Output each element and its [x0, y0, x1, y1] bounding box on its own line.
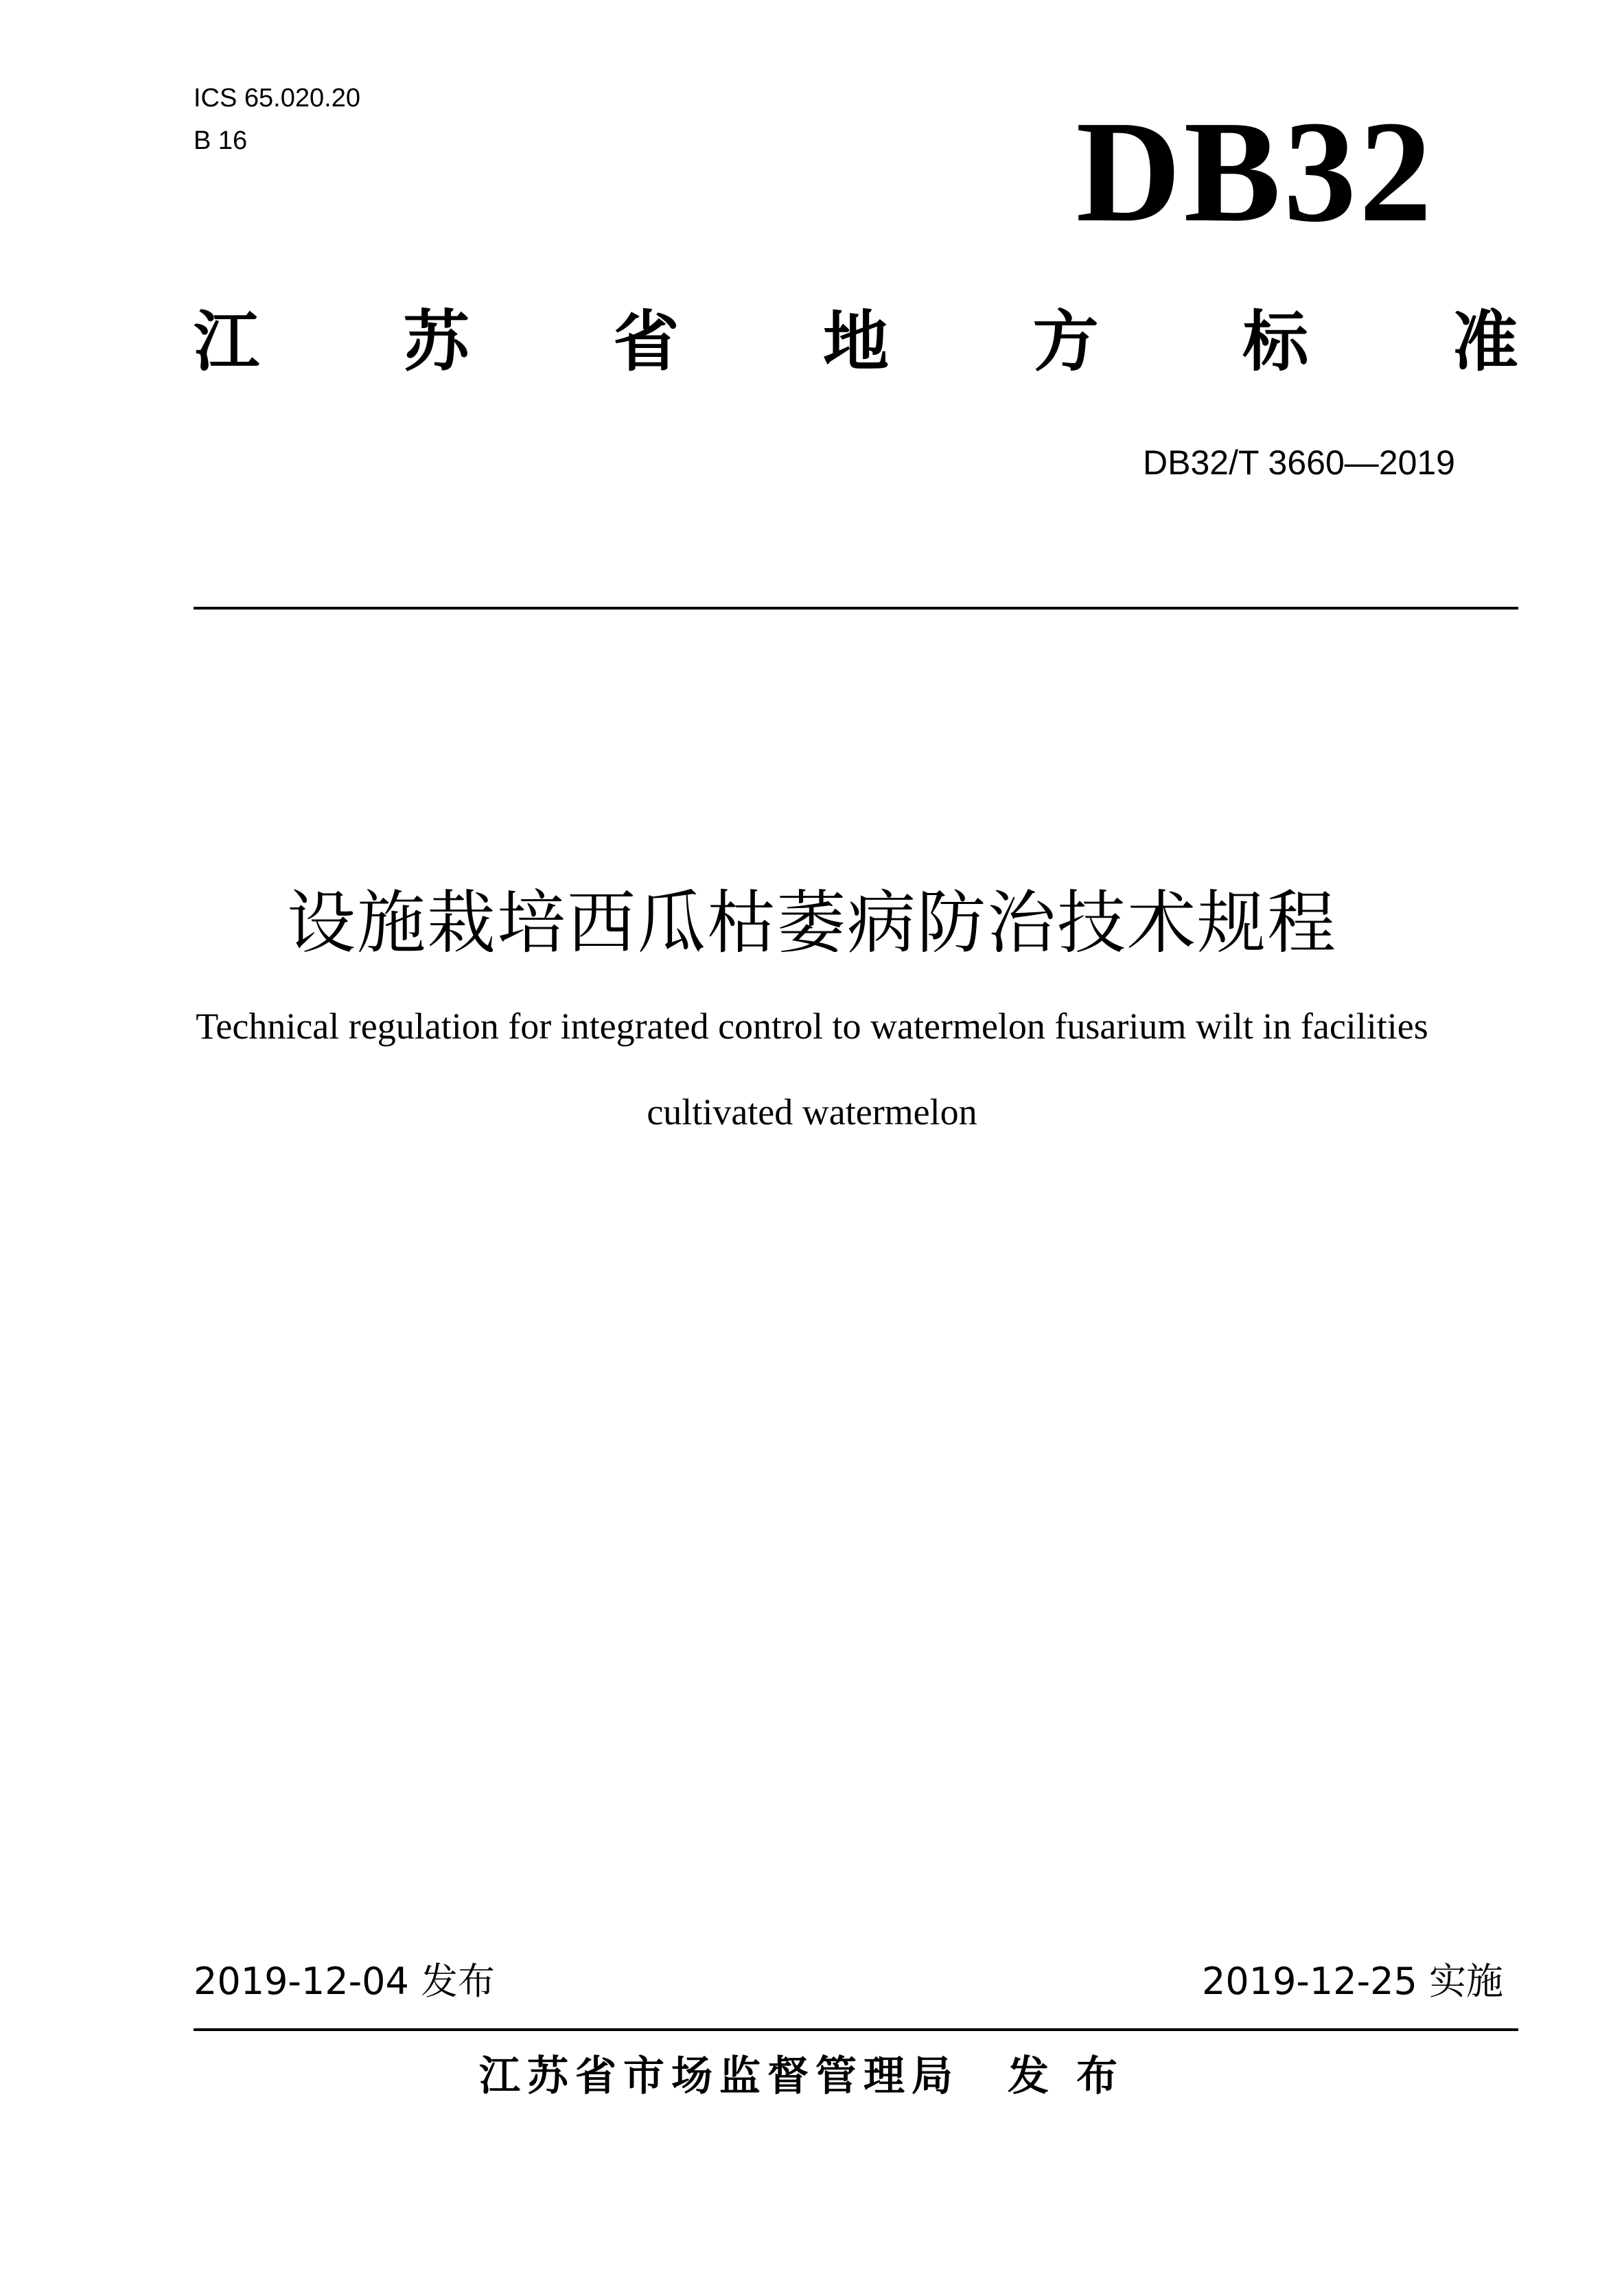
standard-type-char: 省 [613, 303, 680, 380]
implementation-date: 2019-12-25 实施 [1202, 1960, 1503, 2003]
standard-logo: DB32 [1076, 91, 1435, 252]
document-title-cn: 设施栽培西瓜枯萎病防治技术规程 [287, 883, 1337, 963]
top-divider [194, 607, 1518, 610]
standard-type-char: 准 [1452, 303, 1518, 380]
issue-date: 2019-12-04 发布 [194, 1960, 495, 2003]
standard-type-char: 江 [194, 303, 259, 380]
publisher-name: 江苏省市场监督管理局 [479, 2052, 960, 2100]
standard-type-title [194, 295, 1518, 378]
document-title-en-line2: cultivated watermelon [647, 1091, 977, 1133]
standard-type-char: 苏 [403, 303, 469, 380]
ics-code: ICS 65.020.20 [194, 84, 360, 113]
standard-type-char: 标 [1242, 303, 1309, 380]
standard-type-char: 方 [1032, 303, 1099, 380]
standard-number: DB32/T 3660—2019 [1143, 443, 1455, 482]
document-title-en-line1: Technical regulation for integrated control to watermelon fusarium wilt in facilities [196, 1006, 1428, 1047]
publisher-action: 发布 [1008, 2052, 1145, 2100]
publisher-line [0, 2049, 1624, 2104]
bottom-divider [194, 2028, 1518, 2031]
standard-type-char: 地 [822, 303, 889, 380]
ccs-code: B 16 [194, 126, 248, 155]
